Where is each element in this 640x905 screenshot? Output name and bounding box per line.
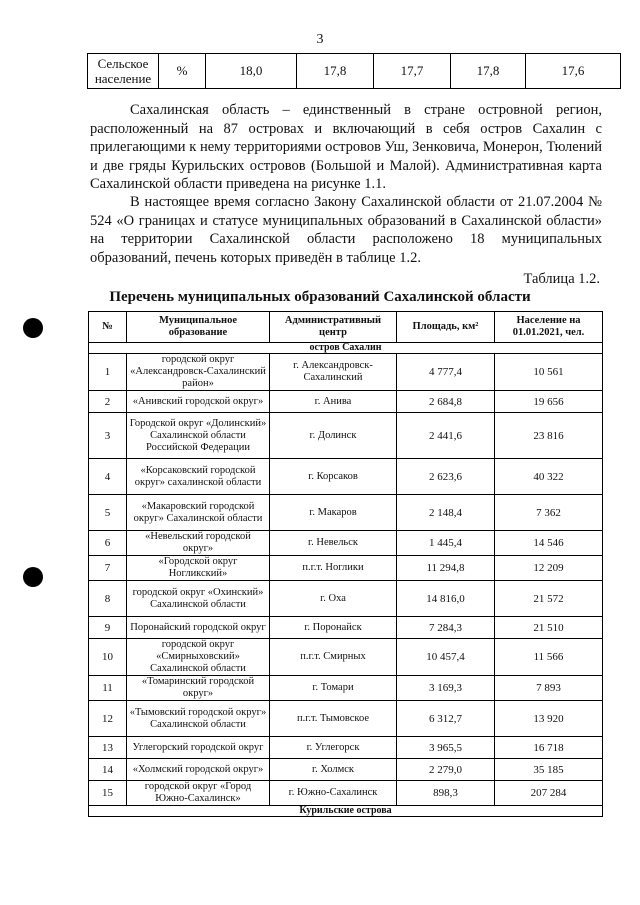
municipality-name: городской округ «Охинский» Сахалинской области	[127, 581, 270, 617]
header-area: Площадь, км²	[397, 312, 495, 343]
header-center: Административный центр	[270, 312, 397, 343]
table-row	[89, 759, 603, 781]
municipalities-table	[88, 311, 603, 817]
admin-center: г. Поронайск	[270, 617, 397, 639]
population-value: 10 561	[495, 354, 603, 391]
table-row	[88, 54, 621, 89]
table-caption: Таблица 1.2.	[523, 271, 600, 287]
table-row	[89, 531, 603, 556]
table-row	[89, 354, 603, 391]
unit-cell: %	[159, 54, 206, 89]
paragraph-region	[90, 101, 602, 194]
area-value: 4 777,4	[397, 354, 495, 391]
municipality-name: «Корсаковский городской округ» сахалинской области	[127, 459, 270, 495]
table-row	[89, 556, 603, 581]
municipality-name: «Городской округ Ногликский»	[127, 556, 270, 581]
row-number: 2	[89, 391, 127, 413]
admin-center: г. Александровск-Сахалинский	[270, 354, 397, 391]
municipality-name: «Холмский городской округ»	[127, 759, 270, 781]
row-number: 4	[89, 459, 127, 495]
population-value: 11 566	[495, 639, 603, 676]
area-value: 10 457,4	[397, 639, 495, 676]
municipality-name: «Невельский городской округ»	[127, 531, 270, 556]
population-value: 23 816	[495, 413, 603, 459]
row-number: 3	[89, 413, 127, 459]
value-cell: 17,8	[451, 54, 526, 89]
admin-center: г. Макаров	[270, 495, 397, 531]
municipality-name: Поронайский городской округ	[127, 617, 270, 639]
punch-hole-top	[23, 318, 43, 338]
population-value: 35 185	[495, 759, 603, 781]
municipality-name: Городской округ «Долинский» Сахалинской области Российской Федерации	[127, 413, 270, 459]
header-population: Население на 01.01.2021, чел.	[495, 312, 603, 343]
table-title: Перечень муниципальных образований Сахалинской области	[109, 289, 531, 305]
value-cell: 17,8	[297, 54, 374, 89]
admin-center: г. Анива	[270, 391, 397, 413]
section-row	[89, 806, 603, 817]
population-value: 7 893	[495, 676, 603, 701]
admin-center: г. Южно-Сахалинск	[270, 781, 397, 806]
population-value: 13 920	[495, 701, 603, 737]
value-cell: 17,6	[526, 54, 621, 89]
admin-center: г. Холмск	[270, 759, 397, 781]
area-value: 11 294,8	[397, 556, 495, 581]
area-value: 2 623,6	[397, 459, 495, 495]
municipality-name: «Тымовский городской округ» Сахалинской области	[127, 701, 270, 737]
paragraph-law	[90, 193, 602, 267]
admin-center: п.г.т. Ноглики	[270, 556, 397, 581]
row-number: 5	[89, 495, 127, 531]
table-row	[89, 676, 603, 701]
admin-center: п.г.т. Смирных	[270, 639, 397, 676]
table-row	[89, 581, 603, 617]
population-value: 14 546	[495, 531, 603, 556]
admin-center: г. Углегорск	[270, 737, 397, 759]
area-value: 14 816,0	[397, 581, 495, 617]
table-row	[89, 391, 603, 413]
admin-center: п.г.т. Тымовское	[270, 701, 397, 737]
table-row	[89, 701, 603, 737]
area-value: 2 441,6	[397, 413, 495, 459]
population-value: 12 209	[495, 556, 603, 581]
table-header-row	[89, 312, 603, 343]
municipality-name: городской округ «Город Южно-Сахалинск»	[127, 781, 270, 806]
area-value: 7 284,3	[397, 617, 495, 639]
row-label: Сельское население	[88, 54, 159, 89]
admin-center: г. Томари	[270, 676, 397, 701]
row-number: 9	[89, 617, 127, 639]
rural-population-table	[87, 53, 621, 89]
admin-center: г. Долинск	[270, 413, 397, 459]
municipality-name: Углегорский городской округ	[127, 737, 270, 759]
municipality-name: «Анивский городской округ»	[127, 391, 270, 413]
area-value: 1 445,4	[397, 531, 495, 556]
area-value: 3 169,3	[397, 676, 495, 701]
population-value: 40 322	[495, 459, 603, 495]
header-number: №	[89, 312, 127, 343]
municipality-name: городской округ «Александровск-Сахалинский район»	[127, 354, 270, 391]
area-value: 3 965,5	[397, 737, 495, 759]
table-row	[89, 639, 603, 676]
value-cell: 17,7	[374, 54, 451, 89]
section-row	[89, 343, 603, 354]
area-value: 2 684,8	[397, 391, 495, 413]
population-value: 7 362	[495, 495, 603, 531]
row-number: 12	[89, 701, 127, 737]
population-value: 16 718	[495, 737, 603, 759]
paragraph-law-text: В настоящее время согласно Закону Сахалинской области от 21.07.2004 № 524 «О границах и статусе муниципальных образований в Сахалинской области» на территории Сахалинской области расположено 18 муниципальных образований, печень которых приведён в таблице 1.2.	[90, 194, 602, 266]
area-value: 2 148,4	[397, 495, 495, 531]
section-sakhalin: остров Сахалин	[89, 343, 603, 354]
municipality-name: «Макаровский городской округ» Сахалинской области	[127, 495, 270, 531]
page-number: 3	[316, 32, 324, 47]
row-number: 6	[89, 531, 127, 556]
section-kuril: Курильские острова	[89, 806, 603, 817]
row-number: 7	[89, 556, 127, 581]
municipality-name: «Томаринский городской округ»	[127, 676, 270, 701]
admin-center: г. Оха	[270, 581, 397, 617]
table-row	[89, 495, 603, 531]
paragraph-region-text: Сахалинская область – единственный в стране островной регион, расположенный на 87 островах и включающий в себя остров Сахалин с прилегающими к нему территориями островов Уш, Зенковича, Монерон, Тюлений и две гряды Курильских островов (Большой и Малой). Административная карта Сахалинской области приведена на рисунке 1.1.	[90, 102, 602, 192]
row-number: 10	[89, 639, 127, 676]
population-value: 19 656	[495, 391, 603, 413]
population-value: 21 572	[495, 581, 603, 617]
row-number: 1	[89, 354, 127, 391]
municipality-name: городской округ «Смирныховский» Сахалинской области	[127, 639, 270, 676]
area-value: 6 312,7	[397, 701, 495, 737]
population-value: 21 510	[495, 617, 603, 639]
header-municipality: Муниципальное образование	[127, 312, 270, 343]
area-value: 2 279,0	[397, 759, 495, 781]
admin-center: г. Корсаков	[270, 459, 397, 495]
row-number: 13	[89, 737, 127, 759]
population-value: 207 284	[495, 781, 603, 806]
table-row	[89, 617, 603, 639]
table-row	[89, 781, 603, 806]
row-number: 15	[89, 781, 127, 806]
table-row	[89, 737, 603, 759]
admin-center: г. Невельск	[270, 531, 397, 556]
punch-hole-bottom	[23, 567, 43, 587]
area-value: 898,3	[397, 781, 495, 806]
row-number: 8	[89, 581, 127, 617]
value-cell: 18,0	[206, 54, 297, 89]
row-number: 11	[89, 676, 127, 701]
row-number: 14	[89, 759, 127, 781]
table-row	[89, 413, 603, 459]
table-row	[89, 459, 603, 495]
